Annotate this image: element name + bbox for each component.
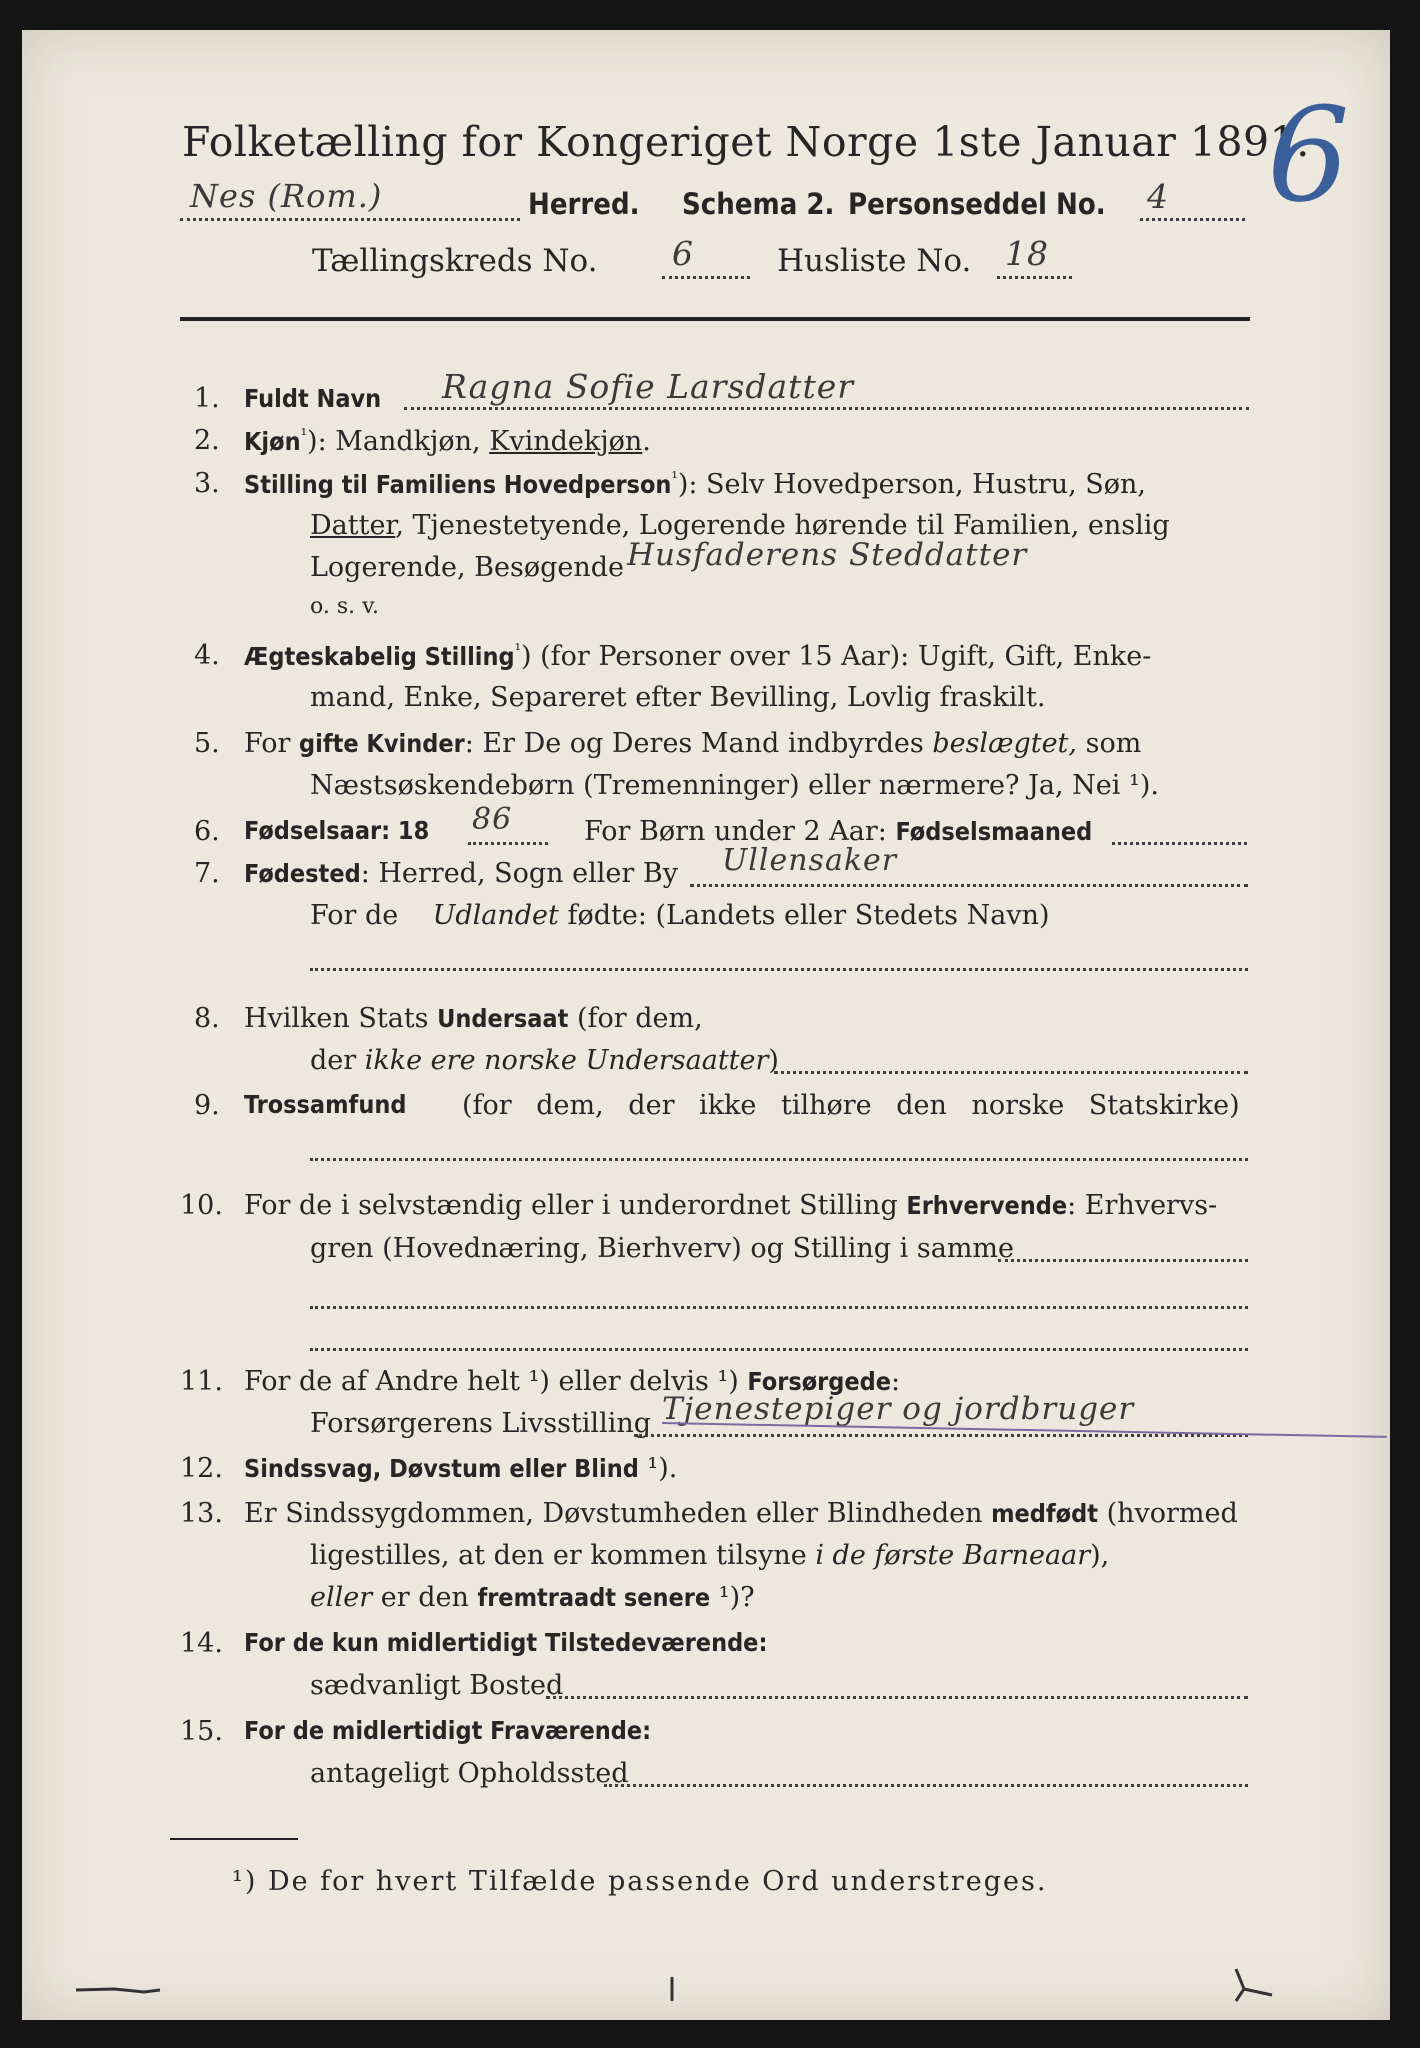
q13-number: 13. bbox=[180, 1498, 223, 1529]
kreds-line bbox=[662, 276, 750, 279]
q7-text: : Herred, Sogn eller By bbox=[360, 858, 678, 889]
q2-label: Kjøn bbox=[244, 427, 301, 456]
q7-line2-pre: For de bbox=[310, 900, 399, 931]
q10-number: 10. bbox=[180, 1190, 223, 1221]
q9-bold: Trossamfund bbox=[244, 1090, 407, 1119]
q14-line bbox=[546, 1696, 1248, 1699]
q5-mid: : Er De og Deres Mand indbyrdes bbox=[464, 728, 933, 759]
q4-line1-rest: ) (for Personer over 15 Aar): Ugift, Gift, Enke- bbox=[521, 641, 1152, 672]
q11-answer: Tjenestepiger og jordbruger bbox=[662, 1391, 1135, 1427]
q10-line-a bbox=[998, 1259, 1248, 1262]
q15-line2: antageligt Opholdssted bbox=[310, 1758, 629, 1789]
q1-label: Fuldt Navn bbox=[244, 384, 382, 413]
kreds-value: 6 bbox=[672, 234, 694, 273]
q5-italic: beslægtet, bbox=[932, 728, 1077, 759]
q5-pre: For bbox=[244, 728, 300, 759]
q12-bold: Sindssvag, Døvstum eller Blind bbox=[244, 1454, 639, 1483]
q13-line3 bbox=[310, 1584, 755, 1611]
q11-end: : bbox=[891, 1366, 901, 1397]
q3-line2 bbox=[310, 512, 1170, 539]
q10-pre: For de i selvstændig eller i underordnet Stilling bbox=[244, 1190, 907, 1221]
q4-label: Ægteskabelig Stilling bbox=[244, 642, 515, 671]
q8-pre: Hvilken Stats bbox=[244, 1003, 438, 1034]
q13-pre: Er Sindssygdommen, Døvstumheden eller Blindheden bbox=[244, 1498, 992, 1529]
husliste-line bbox=[997, 276, 1072, 279]
margin-mark-right bbox=[1232, 1965, 1282, 2005]
q8-line2 bbox=[310, 1047, 779, 1074]
footnote-divider bbox=[170, 1838, 298, 1840]
q7-number: 7. bbox=[194, 858, 220, 889]
q8-line1 bbox=[244, 1005, 703, 1032]
q3-line3: Logerende, Besøgende bbox=[310, 552, 624, 583]
q6-month-line bbox=[1112, 842, 1247, 845]
q13-line2-pre: ligestilles, at den er kommen tilsyne bbox=[310, 1540, 816, 1571]
q3-line2-rest: , Tjenestetyende, Logerende hørende til Familien, enslig bbox=[395, 510, 1170, 541]
q8-rest: (for dem, bbox=[568, 1003, 703, 1034]
q7-label: Fødested bbox=[244, 859, 361, 888]
q3-line4: o. s. v. bbox=[310, 594, 379, 619]
herred-label: Herred. bbox=[528, 187, 640, 221]
q6-year-value: 86 bbox=[472, 802, 513, 837]
q9-number: 9. bbox=[194, 1090, 220, 1121]
q13-line3-bold: fremtraadt senere bbox=[477, 1583, 711, 1612]
q3-label: Stilling til Familiens Hovedperson bbox=[244, 470, 672, 499]
q10-rest: : Erhvervs- bbox=[1067, 1190, 1218, 1221]
footnote: ¹) De for hvert Tilfælde passende Ord understreges. bbox=[232, 1866, 1048, 1897]
q7-line1 bbox=[244, 860, 678, 887]
schema-label: Schema 2. bbox=[682, 187, 835, 221]
q6-mid-text: For Børn under 2 Aar: bbox=[584, 816, 896, 847]
q10-line-c bbox=[310, 1348, 1248, 1351]
q6-number: 6. bbox=[194, 816, 220, 847]
q3-line1-rest: ): Selv Hovedperson, Hustru, Søn, bbox=[677, 469, 1146, 500]
personseddel-value: 4 bbox=[1147, 177, 1169, 216]
q8-line2-pre: der bbox=[310, 1045, 365, 1076]
q13-line3-end: ¹)? bbox=[710, 1582, 755, 1613]
q5-line2: Næstsøskendebørn (Tremenninger) eller nærmere? Ja, Nei ¹). bbox=[310, 770, 1159, 801]
q1-number: 1. bbox=[194, 383, 220, 414]
q11-line bbox=[634, 1434, 1248, 1437]
q2-options: ): Mandkjøn, bbox=[307, 426, 490, 457]
q7-foreign-line bbox=[310, 968, 1248, 971]
husliste-label: Husliste No. bbox=[777, 243, 972, 279]
q6-year-line bbox=[468, 842, 548, 845]
q9-line bbox=[310, 1158, 1248, 1161]
q10-line-b bbox=[310, 1306, 1248, 1309]
q13-bold: medfødt bbox=[991, 1499, 1098, 1528]
q13-line3-mid: er den bbox=[372, 1582, 478, 1613]
q13-line3-italic: eller bbox=[310, 1582, 373, 1613]
q12-line bbox=[244, 1455, 677, 1482]
q6-label2: Fødselsmaaned bbox=[895, 817, 1093, 846]
q3-footnote-marker: ¹ bbox=[671, 468, 678, 487]
q1-answer: Ragna Sofie Larsdatter bbox=[442, 367, 855, 406]
q5-number: 5. bbox=[194, 728, 220, 759]
q15-line bbox=[604, 1784, 1248, 1787]
q6-label: Fødselsaar: 18 bbox=[244, 816, 430, 845]
q4-line2: mand, Enke, Separeret efter Bevilling, Lovlig fraskilt. bbox=[310, 682, 1046, 713]
herred-line bbox=[180, 218, 520, 221]
q7-answer: Ullensaker bbox=[722, 843, 898, 878]
q2-end: . bbox=[642, 426, 651, 457]
q10-bold: Erhvervende bbox=[906, 1191, 1068, 1220]
q2-footnote-marker: ¹ bbox=[300, 425, 308, 444]
q14-bold: For de kun midlertidigt Tilstedeværende: bbox=[244, 1628, 768, 1657]
q7-line2-rest: fødte: (Landets eller Stedets Navn) bbox=[558, 900, 1050, 931]
q11-number: 11. bbox=[180, 1366, 223, 1397]
form-title: Folketælling for Kongeriget Norge 1ste Januar 1891. bbox=[182, 118, 1310, 166]
q11-bold: Forsørgede bbox=[747, 1367, 891, 1396]
q12-number: 12. bbox=[180, 1453, 223, 1484]
q14-number: 14. bbox=[180, 1628, 223, 1659]
q5-bold: gifte Kvinder bbox=[299, 729, 465, 758]
corner-number: 6 bbox=[1267, 79, 1351, 231]
q5-line1 bbox=[244, 730, 1141, 757]
q2-text bbox=[244, 427, 651, 455]
header-divider bbox=[180, 317, 1250, 321]
q11-line2: Forsørgerens Livsstilling bbox=[310, 1408, 652, 1439]
q13-line2 bbox=[310, 1542, 1109, 1569]
q4-number: 4. bbox=[194, 640, 220, 671]
q10-line1 bbox=[244, 1192, 1217, 1219]
q12-end: ¹). bbox=[638, 1453, 678, 1484]
margin-mark-left bbox=[74, 1980, 164, 2000]
herred-value: Nes (Rom.) bbox=[190, 177, 383, 215]
q3-number: 3. bbox=[194, 468, 220, 499]
q8-line2-italic: ikke ere norske Undersaatter bbox=[364, 1045, 769, 1076]
q7-line2 bbox=[310, 902, 1050, 929]
q8-number: 8. bbox=[194, 1003, 220, 1034]
q13-rest: (hvormed bbox=[1097, 1498, 1238, 1529]
kreds-label: Tællingskreds No. bbox=[312, 243, 598, 279]
census-form-sheet bbox=[22, 30, 1390, 2020]
husliste-value: 18 bbox=[1005, 234, 1049, 273]
q6-mid bbox=[584, 818, 1092, 845]
q15-number: 15. bbox=[180, 1716, 223, 1747]
q11-pre: For de af Andre helt ¹) eller delvis ¹) bbox=[244, 1366, 748, 1397]
personseddel-line bbox=[1140, 218, 1245, 221]
q1-line bbox=[404, 407, 1249, 410]
margin-mark-center bbox=[662, 1975, 682, 2005]
q15-bold: For de midlertidigt Fraværende: bbox=[244, 1716, 652, 1745]
q2-selected: Kvindekjøn bbox=[489, 426, 643, 457]
q13-line2-italic: i de første Barneaar bbox=[815, 1540, 1091, 1571]
q13-line1 bbox=[244, 1500, 1238, 1527]
q9-rest: (for dem, der ikke tilhøre den norske Statskirke) bbox=[462, 1090, 1240, 1121]
q8-bold: Undersaat bbox=[437, 1004, 569, 1033]
q10-line2: gren (Hovednæring, Bierhverv) og Stilling i samme bbox=[310, 1233, 1015, 1264]
q4-line1 bbox=[244, 642, 1151, 670]
q4-footnote-marker: ¹ bbox=[514, 640, 522, 659]
q3-line1 bbox=[244, 470, 1146, 498]
q3-selected: Datter bbox=[310, 510, 396, 541]
q2-number: 2. bbox=[194, 425, 220, 456]
personseddel-label: Personseddel No. bbox=[848, 187, 1106, 221]
q5-end: som bbox=[1077, 728, 1142, 759]
q3-answer: Husfaderens Steddatter bbox=[627, 537, 1028, 573]
q14-line2: sædvanligt Bosted bbox=[310, 1670, 564, 1701]
q8-line bbox=[774, 1071, 1248, 1074]
q13-line2-end: ), bbox=[1090, 1540, 1110, 1571]
q8-line2-end: ) bbox=[768, 1045, 779, 1076]
q7-line bbox=[690, 884, 1248, 887]
q7-line2-italic: Udlandet bbox=[432, 900, 559, 931]
